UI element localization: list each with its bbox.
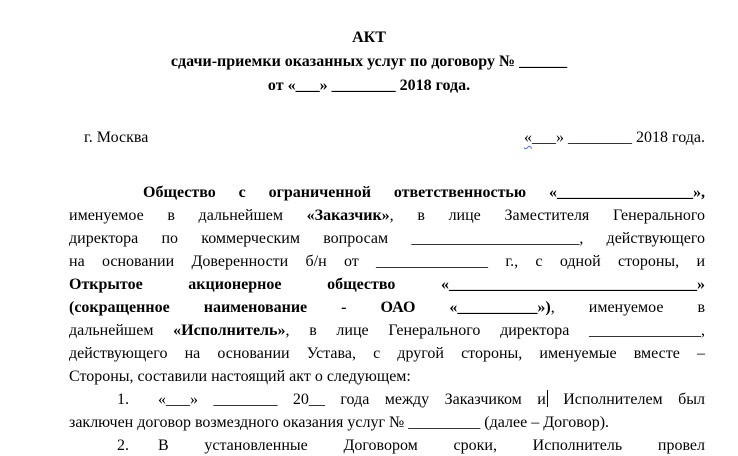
contractor-org: Открытое акционерное общество «_______________________________»	[69, 276, 705, 293]
customer-org: Общество с ограниченной ответственностью «_________________»,	[143, 184, 705, 201]
body-line-7	[69, 321, 705, 341]
text-run: , именуемое в	[550, 299, 705, 316]
body-line-8: действующего на основании Устава, с другой стороны, именуемые вместе –	[69, 345, 705, 362]
text-run: именуемое в дальнейшем	[69, 207, 307, 224]
text-run: «___» ________ 20__ года между Заказчиком и	[158, 391, 546, 408]
text-run: Исполнителем был	[563, 391, 705, 408]
text-cursor	[547, 390, 548, 407]
city: г. Москва	[84, 129, 149, 146]
body-line-4: на основании Доверенности б/н от ______________ г., с одной стороны, и	[69, 253, 705, 270]
doc-title: АКТ	[352, 29, 386, 46]
doc-subtitle: сдачи-приемки оказанных услуг по договору № ______	[170, 53, 568, 70]
body-line-6	[69, 298, 705, 318]
document-date-rest: ___» ________ 2018 года.	[532, 129, 705, 146]
item-2-text: В установленные Договором сроки, Исполнитель провел	[158, 437, 705, 454]
document-date	[524, 128, 705, 148]
text-run: , в лице Заместителя Генерального	[389, 207, 705, 224]
body-line-9: Стороны, составили настоящий акт о следующем:	[69, 368, 411, 385]
customer-term: «Заказчик»	[306, 207, 390, 224]
item-1-text	[158, 390, 705, 410]
short-name: (сокращенное наименование - ОАО «__________»)	[69, 299, 551, 316]
item-1-number: 1.	[117, 391, 129, 408]
text-run: , в лице Генерального директора ______________,	[285, 322, 705, 339]
body-line-2	[69, 206, 705, 226]
text-run: дальнейшем	[69, 322, 174, 339]
spellcheck-underline: «	[524, 129, 533, 146]
item-1-continuation: заключен договор возмездного оказания услуг № _________ (далее – Договор).	[69, 414, 610, 431]
item-2-number: 2.	[117, 437, 129, 454]
body-line-3: директора по коммерческим вопросам _____________________, действующего	[69, 230, 705, 247]
doc-date-line: от «___» ________ 2018 года.	[267, 77, 471, 94]
contractor-term: «Исполнитель»	[173, 322, 286, 339]
